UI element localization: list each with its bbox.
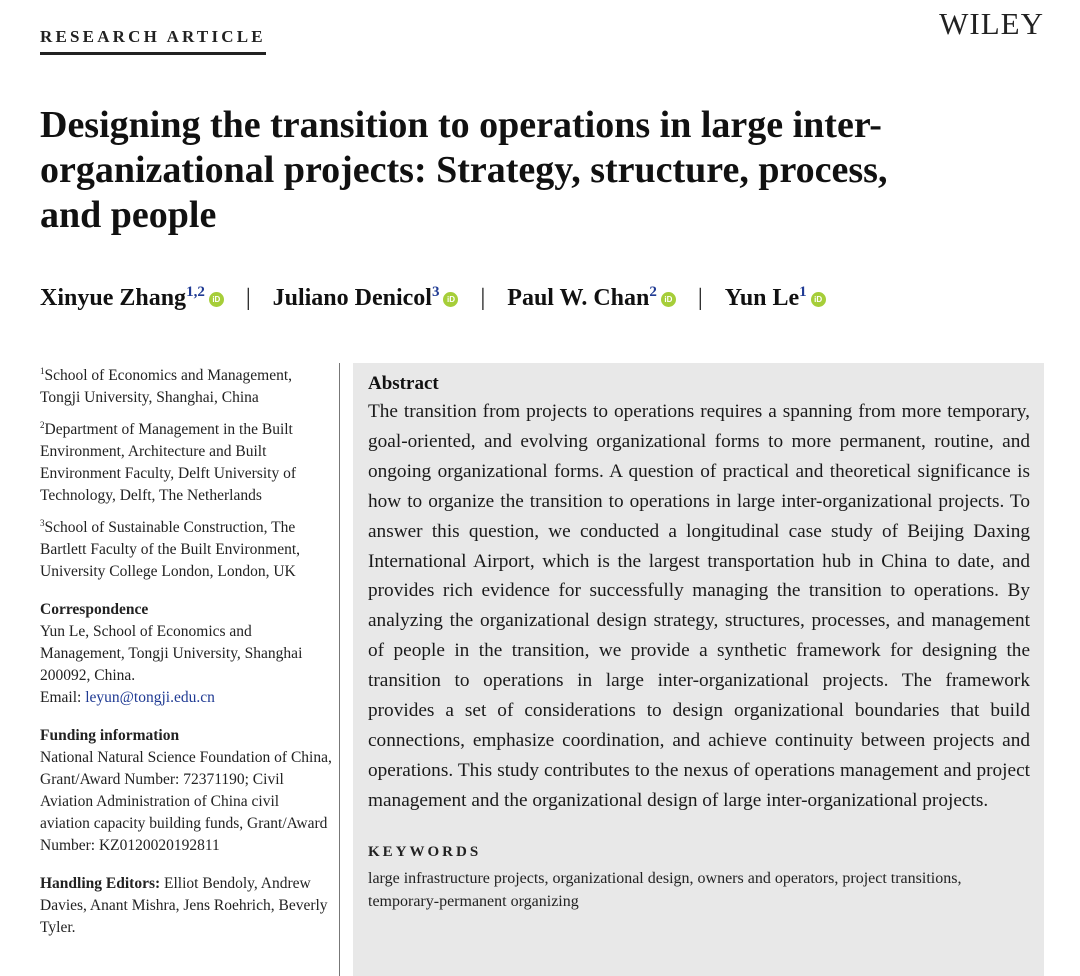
article-info-sidebar bbox=[40, 360, 332, 939]
author-name[interactable]: Yun Le bbox=[724, 285, 800, 311]
correspondence-heading: Correspondence bbox=[40, 601, 149, 618]
orcid-icon[interactable]: iD bbox=[443, 292, 458, 307]
affiliation-number: 3 bbox=[40, 518, 45, 528]
affiliation-1 bbox=[40, 360, 332, 409]
affiliation-text: School of Sustainable Construction, The Bartlett Faculty of the Built Environment, University College London, London, UK bbox=[40, 519, 301, 580]
funding-text: National Natural Science Foundation of China, Grant/Award Number: 72371190; Civil Aviation Administration of China civil aviation capacity building funds, Grant/Award Number: KZ0120020192811 bbox=[40, 749, 332, 854]
correspondence-section bbox=[40, 599, 332, 709]
author-affil-marker: 1 bbox=[799, 284, 807, 300]
author-name[interactable]: Paul W. Chan bbox=[507, 285, 650, 311]
orcid-icon[interactable]: iD bbox=[661, 292, 676, 307]
author-separator: | bbox=[480, 285, 486, 311]
affiliation-number: 1 bbox=[40, 366, 45, 376]
author-affil-marker: 1,2 bbox=[186, 284, 205, 300]
editors-text: Elliot Bendoly, Andrew Davies, Anant Mishra, Jens Roehrich, Beverly Tyler. bbox=[40, 875, 328, 936]
abstract-heading: Abstract bbox=[368, 373, 439, 394]
editors-heading: Handling Editors: bbox=[40, 875, 161, 892]
editors-section bbox=[40, 873, 332, 939]
author-affil-marker: 3 bbox=[431, 284, 440, 300]
affiliation-text: Department of Management in the Built Environment, Architecture and Built Environment Faculty, Delft University of Technology, Delft, The Netherlands bbox=[40, 421, 296, 504]
abstract-panel bbox=[353, 363, 1044, 976]
editors-line bbox=[40, 873, 332, 939]
orcid-icon[interactable]: iD bbox=[209, 292, 224, 307]
author-separator: | bbox=[245, 285, 251, 311]
author-name[interactable]: Xinyue Zhang bbox=[40, 285, 187, 311]
keywords-text: large infrastructure projects, organizational design, owners and operators, project transitions, temporary-permanent organizing bbox=[368, 869, 962, 910]
orcid-icon[interactable]: iD bbox=[811, 292, 826, 307]
affiliation-text: School of Economics and Management, Tongji University, Shanghai, China bbox=[40, 367, 293, 406]
funding-section bbox=[40, 725, 332, 857]
author-yun-le[interactable] bbox=[725, 284, 826, 312]
keywords-heading: KEYWORDS bbox=[368, 843, 482, 860]
affiliation-number: 2 bbox=[40, 420, 45, 430]
author-paul-chan[interactable] bbox=[507, 284, 676, 312]
abstract-text: The transition from projects to operations requires a spanning from more temporary, goal-oriented, and evolving organizational forms to more permanent, routine, and ongoing organizational forms. A question of practical and theoretical significance is how to organize the transition to operations in large inter-organizational projects. To answer this question, we conducted a longitudinal case study of Beijing Daxing International Airport, which is the largest transportation hub in China to date, and provides rich evidence for successfully managing the transition to operations. By analyzing the organizational design strategy, structures, processes, and management of people in the transition, we provide a synthetic framework for designing the transition to operations in large inter-organizational projects. The framework provides a set of considerations to design organizational boundaries that build connections, emphasize coordination, and achieve continuity between projects and operations. This study contributes to the nexus of operations management and project management and the organizational design of large inter-organizational projects. bbox=[368, 401, 1030, 811]
column-divider bbox=[339, 363, 340, 976]
correspondence-email-line bbox=[40, 687, 332, 709]
affiliation-3 bbox=[40, 512, 332, 583]
author-list bbox=[40, 284, 826, 312]
email-link[interactable]: leyun@tongji.edu.cn bbox=[85, 689, 215, 706]
author-name[interactable]: Juliano Denicol bbox=[272, 285, 432, 311]
author-juliano-denicol[interactable] bbox=[273, 284, 459, 312]
funding-heading: Funding information bbox=[40, 727, 180, 744]
author-affil-marker: 2 bbox=[649, 284, 657, 300]
email-label: Email: bbox=[40, 689, 86, 706]
correspondence-text: Yun Le, School of Economics and Management, Tongji University, Shanghai 200092, China. bbox=[40, 623, 303, 684]
affiliation-2 bbox=[40, 414, 332, 507]
author-separator: | bbox=[697, 285, 703, 311]
article-title: Designing the transition to operations in large inter-organizational projects: Strategy, structure, process, and people bbox=[40, 104, 888, 236]
publisher-logo: WILEY bbox=[939, 6, 1044, 41]
article-type-label: RESEARCH ARTICLE bbox=[40, 27, 266, 55]
author-xinyue-zhang[interactable] bbox=[40, 284, 224, 312]
